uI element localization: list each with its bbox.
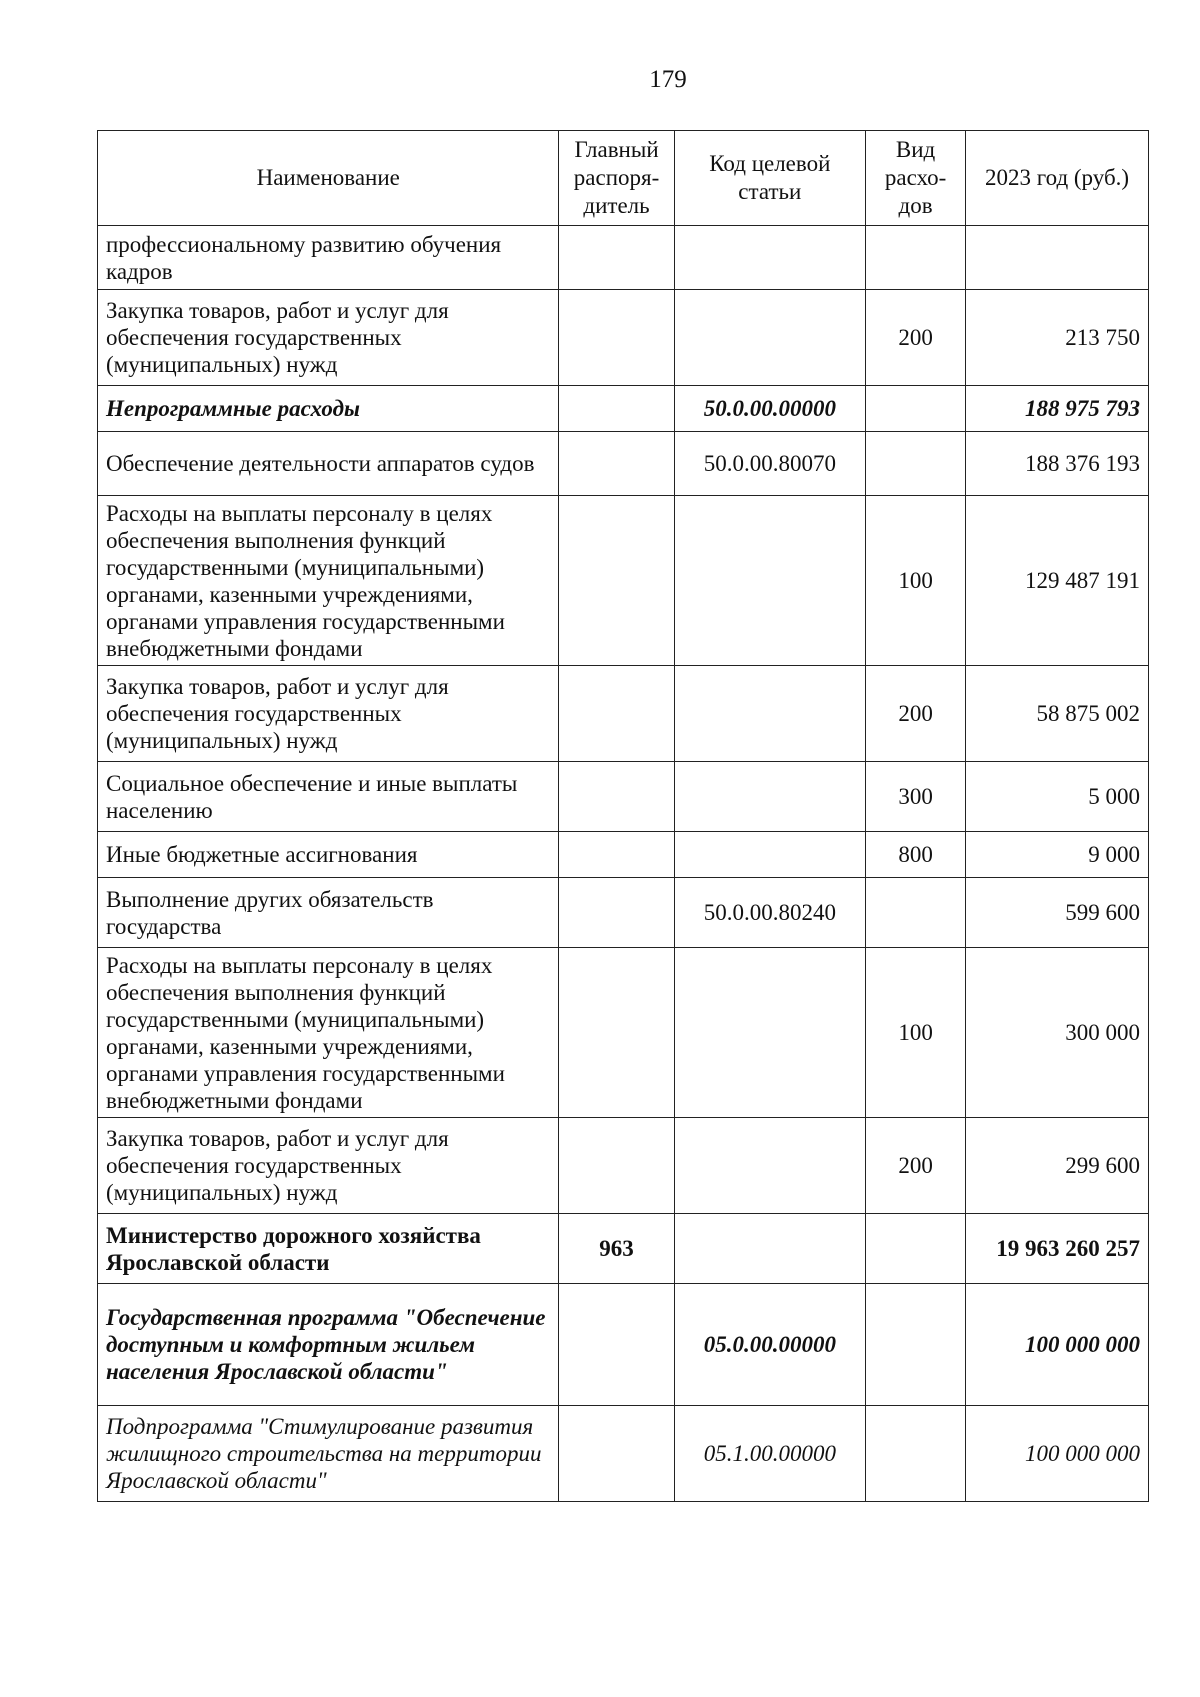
table-row — [98, 762, 1149, 832]
row-kind-cell — [866, 386, 966, 432]
header-kind: Вид расхо-дов — [866, 131, 966, 226]
row-manager-cell — [559, 666, 674, 762]
row-kind-cell: 100 — [866, 948, 966, 1118]
table-row — [98, 1214, 1149, 1284]
row-manager-cell — [559, 386, 674, 432]
row-kind-cell: 200 — [866, 666, 966, 762]
table-row — [98, 832, 1149, 878]
table-row — [98, 432, 1149, 496]
row-manager-cell — [559, 878, 674, 948]
table-row — [98, 290, 1149, 386]
row-amount-cell: 300 000 — [966, 948, 1149, 1118]
row-manager-cell — [559, 832, 674, 878]
row-manager-cell: 963 — [559, 1214, 674, 1284]
row-manager-cell — [559, 226, 674, 290]
page-number: 179 — [649, 66, 687, 93]
table-body — [98, 226, 1149, 1502]
row-amount-cell: 5 000 — [966, 762, 1149, 832]
row-code-cell — [674, 1214, 865, 1284]
row-manager-cell — [559, 762, 674, 832]
row-name-cell: Выполнение других обязательств государства — [98, 878, 559, 948]
row-code-cell — [674, 226, 865, 290]
header-code: Код целевой статьи — [674, 131, 865, 226]
row-code-cell — [674, 1118, 865, 1214]
row-kind-cell — [866, 432, 966, 496]
row-kind-cell — [866, 1406, 966, 1502]
row-code-cell: 50.0.00.00000 — [674, 386, 865, 432]
row-name-cell: Закупка товаров, работ и услуг для обеспечения государственных (муниципальных) нужд — [98, 666, 559, 762]
row-kind-cell: 200 — [866, 1118, 966, 1214]
header-manager: Главный распоря-дитель — [559, 131, 674, 226]
row-manager-cell — [559, 1118, 674, 1214]
row-kind-cell: 200 — [866, 290, 966, 386]
row-name-cell: Иные бюджетные ассигнования — [98, 832, 559, 878]
table-row — [98, 386, 1149, 432]
row-amount-cell: 9 000 — [966, 832, 1149, 878]
row-code-cell — [674, 948, 865, 1118]
table-row — [98, 1406, 1149, 1502]
row-amount-cell: 299 600 — [966, 1118, 1149, 1214]
table-row — [98, 666, 1149, 762]
row-name-cell: Социальное обеспечение и иные выплаты населению — [98, 762, 559, 832]
row-code-cell — [674, 762, 865, 832]
row-amount-cell: 129 487 191 — [966, 496, 1149, 666]
row-kind-cell — [866, 1214, 966, 1284]
row-amount-cell: 100 000 000 — [966, 1406, 1149, 1502]
table-header-row — [98, 131, 1149, 226]
row-kind-cell — [866, 226, 966, 290]
row-code-cell: 05.1.00.00000 — [674, 1406, 865, 1502]
row-manager-cell — [559, 948, 674, 1118]
row-code-cell — [674, 496, 865, 666]
row-amount-cell: 19 963 260 257 — [966, 1214, 1149, 1284]
row-name-cell: Расходы на выплаты персоналу в целях обеспечения выполнения функций государственными (муниципальными) органами, казенными учреждениями, органами управления государственными внебюджетными фондами — [98, 948, 559, 1118]
table-row — [98, 1284, 1149, 1406]
row-name-cell: Закупка товаров, работ и услуг для обеспечения государственных (муниципальных) нужд — [98, 290, 559, 386]
table-row — [98, 878, 1149, 948]
row-kind-cell — [866, 1284, 966, 1406]
row-name-cell: Подпрограмма "Стимулирование развития жилищного строительства на территории Ярославской области" — [98, 1406, 559, 1502]
row-name-cell: Министерство дорожного хозяйства Ярославской области — [98, 1214, 559, 1284]
row-manager-cell — [559, 1406, 674, 1502]
table-row — [98, 496, 1149, 666]
row-kind-cell — [866, 878, 966, 948]
row-kind-cell: 800 — [866, 832, 966, 878]
row-code-cell — [674, 832, 865, 878]
row-amount-cell: 100 000 000 — [966, 1284, 1149, 1406]
table-row — [98, 1118, 1149, 1214]
budget-table — [97, 130, 1149, 1502]
row-name-cell: Закупка товаров, работ и услуг для обеспечения государственных (муниципальных) нужд — [98, 1118, 559, 1214]
row-name-cell: Государственная программа "Обеспечение доступным и комфортным жильем населения Ярославской области" — [98, 1284, 559, 1406]
row-manager-cell — [559, 1284, 674, 1406]
row-kind-cell: 100 — [866, 496, 966, 666]
row-code-cell — [674, 666, 865, 762]
row-code-cell: 05.0.00.00000 — [674, 1284, 865, 1406]
table-row — [98, 226, 1149, 290]
header-amount: 2023 год (руб.) — [966, 131, 1149, 226]
row-name-cell: Обеспечение деятельности аппаратов судов — [98, 432, 559, 496]
row-code-cell: 50.0.00.80240 — [674, 878, 865, 948]
row-amount-cell: 188 975 793 — [966, 386, 1149, 432]
row-amount-cell: 58 875 002 — [966, 666, 1149, 762]
row-kind-cell: 300 — [866, 762, 966, 832]
row-code-cell: 50.0.00.80070 — [674, 432, 865, 496]
row-manager-cell — [559, 432, 674, 496]
row-name-cell: Непрограммные расходы — [98, 386, 559, 432]
table-row — [98, 948, 1149, 1118]
row-amount-cell: 188 376 193 — [966, 432, 1149, 496]
row-amount-cell — [966, 226, 1149, 290]
header-name: Наименование — [98, 131, 559, 226]
row-amount-cell: 599 600 — [966, 878, 1149, 948]
row-manager-cell — [559, 290, 674, 386]
row-code-cell — [674, 290, 865, 386]
row-manager-cell — [559, 496, 674, 666]
row-name-cell: Расходы на выплаты персоналу в целях обеспечения выполнения функций государственными (муниципальными) органами, казенными учреждениями, органами управления государственными внебюджетными фондами — [98, 496, 559, 666]
row-name-cell: профессиональному развитию обучения кадров — [98, 226, 559, 290]
row-amount-cell: 213 750 — [966, 290, 1149, 386]
